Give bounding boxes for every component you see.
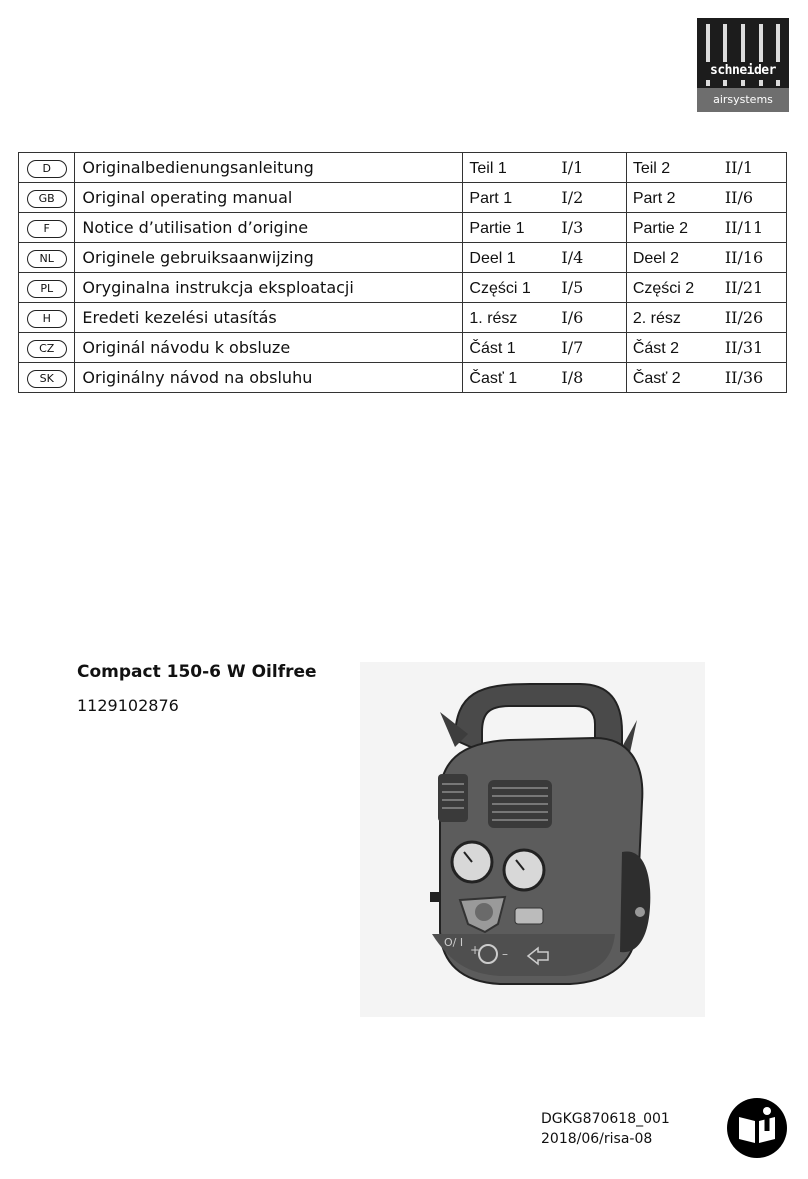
part2-label: Part 2: [632, 189, 676, 207]
part1-page: I/8: [561, 367, 584, 387]
part1-cell: [463, 243, 626, 273]
part2-page: II/21: [724, 277, 764, 297]
part2-label: Części 2: [632, 279, 695, 297]
svg-text:+: +: [470, 943, 481, 957]
part1-label: Teil 1: [469, 159, 507, 177]
part1-cell: [463, 303, 626, 333]
language-code: PL: [27, 280, 67, 298]
language-row: [19, 243, 787, 273]
part2-cell: [626, 363, 786, 393]
language-code: SK: [27, 370, 67, 388]
logo-sub: airsystems: [713, 93, 773, 106]
manual-title: Notice d’utilisation d’origine: [75, 213, 463, 243]
part1-page: I/5: [561, 277, 584, 297]
language-code-cell: [19, 273, 75, 303]
manual-title: Originele gebruiksaanwijzing: [75, 243, 463, 273]
svg-text:–: –: [502, 947, 508, 961]
manual-title: Eredeti kezelési utasítás: [75, 303, 463, 333]
manual-title: Oryginalna instrukcja eksploatacji: [75, 273, 463, 303]
language-code: H: [27, 310, 67, 328]
part1-label: Części 1: [469, 279, 531, 297]
part2-label: Deel 2: [632, 249, 680, 267]
part2-cell: [626, 333, 786, 363]
compressor-illustration: [360, 662, 705, 1017]
part1-cell: [463, 333, 626, 363]
language-row: [19, 303, 787, 333]
part1-label: Partie 1: [469, 219, 525, 237]
part1-label: Část 1: [469, 339, 516, 357]
part2-cell: [626, 153, 786, 183]
part2-cell: [626, 243, 786, 273]
part2-page: II/6: [724, 187, 754, 207]
language-row: [19, 363, 787, 393]
part2-cell: [626, 213, 786, 243]
document-date: 2018/06/risa-08: [541, 1131, 653, 1147]
part1-page: I/6: [561, 307, 584, 327]
product-name: Compact 150-6 W Oilfree: [77, 662, 317, 682]
language-row: [19, 273, 787, 303]
part2-page: II/26: [724, 307, 764, 327]
part2-page: II/31: [724, 337, 764, 357]
logo-brand: schneider: [697, 62, 789, 80]
part2-page: II/11: [724, 217, 764, 237]
part1-label: Časť 1: [469, 369, 518, 387]
part1-page: I/1: [561, 157, 584, 177]
part2-label: 2. rész: [632, 309, 681, 327]
part1-cell: [463, 183, 626, 213]
language-code-cell: [19, 333, 75, 363]
svg-text:O/ I: O/ I: [444, 936, 464, 949]
document-code: DGKG870618_001: [541, 1111, 670, 1127]
language-code-cell: [19, 213, 75, 243]
language-code: F: [27, 220, 67, 238]
language-table: [18, 152, 787, 393]
compressor-photo: [360, 662, 705, 1017]
part2-label: Časť 2: [632, 369, 681, 387]
part1-page: I/7: [561, 337, 584, 357]
product-number: 1129102876: [77, 696, 179, 715]
part2-page: II/1: [724, 157, 754, 177]
language-row: [19, 213, 787, 243]
language-code: D: [27, 160, 67, 178]
part2-page: II/36: [724, 367, 764, 387]
logo-top: [697, 18, 789, 88]
part2-cell: [626, 303, 786, 333]
language-row: [19, 333, 787, 363]
manual-title: Originalbedienungsanleitung: [75, 153, 463, 183]
part1-label: Deel 1: [469, 249, 516, 267]
schneider-logo: [697, 18, 789, 112]
language-row: [19, 153, 787, 183]
part1-cell: [463, 273, 626, 303]
manual-title: Originál návodu k obsluze: [75, 333, 463, 363]
manual-title: Originálny návod na obsluhu: [75, 363, 463, 393]
read-manual-icon: [726, 1097, 788, 1159]
part1-label: 1. rész: [469, 309, 518, 327]
part2-page: II/16: [724, 247, 764, 267]
manual-title: Original operating manual: [75, 183, 463, 213]
part1-cell: [463, 363, 626, 393]
part2-cell: [626, 183, 786, 213]
language-code: GB: [27, 190, 67, 208]
language-code: CZ: [27, 340, 67, 358]
part2-cell: [626, 273, 786, 303]
language-code-cell: [19, 303, 75, 333]
part1-page: I/4: [561, 247, 584, 267]
part2-label: Teil 2: [632, 159, 671, 177]
part1-page: I/2: [561, 187, 584, 207]
part1-label: Part 1: [469, 189, 513, 207]
language-code-cell: [19, 243, 75, 273]
part1-cell: [463, 153, 626, 183]
language-code-cell: [19, 153, 75, 183]
language-code-cell: [19, 363, 75, 393]
part2-label: Část 2: [632, 339, 680, 357]
language-code-cell: [19, 183, 75, 213]
part1-cell: [463, 213, 626, 243]
language-row: [19, 183, 787, 213]
part2-label: Partie 2: [632, 219, 688, 237]
part1-page: I/3: [561, 217, 584, 237]
language-code: NL: [27, 250, 67, 268]
